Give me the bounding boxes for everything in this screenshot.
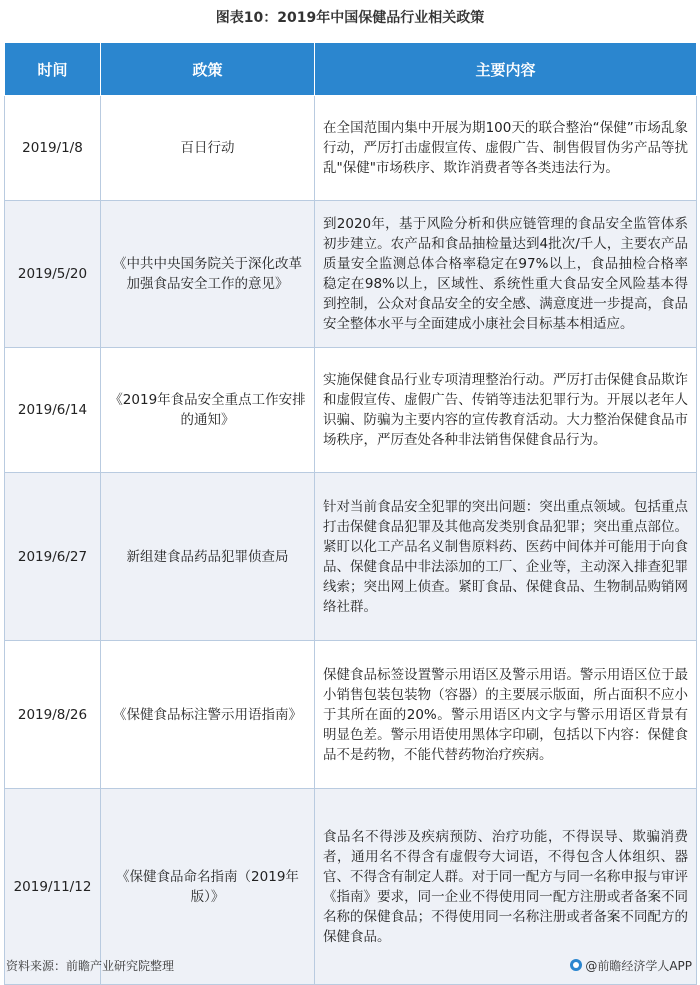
content-cell: 保健食品标签设置警示用语区及警示用语。警示用语区位于最小销售包装包装物（容器）的主要展示版面，所占面积不应小于其所在面的20%。警示用语区内文字与警示用语区背景有明显色差。警示用语使用黑体字印刷，包括以下内容：保健食品不是药物，不能代替药物治疗疾病。 bbox=[315, 641, 697, 789]
header-policy: 政策 bbox=[101, 43, 315, 96]
policy-cell: 《保健食品标注警示用语指南》 bbox=[101, 641, 315, 789]
time-cell: 2019/11/12 bbox=[5, 789, 101, 985]
content-cell: 到2020年，基于风险分析和供应链管理的食品安全监管体系初步建立。农产品和食品抽检量达到4批次/千人，主要农产品质量安全监测总体合格率稳定在97%以上，食品抽检合格率稳定在98%以上，区域性、系统性重大食品安全风险基本得到控制，公众对食品安全的安全感、满意度进一步提高，食品安全整体水平与全面建成小康社会目标基本相适应。 bbox=[315, 201, 697, 348]
table-row bbox=[5, 348, 697, 473]
content-cell: 在全国范围内集中开展为期100天的联合整治“保健”市场乱象行动，严厉打击虚假宣传、虚假广告、制售假冒伪劣产品等扰乱"保健"市场秩序、欺诈消费者等各类违法行为。 bbox=[315, 96, 697, 201]
content-cell: 食品名不得涉及疾病预防、治疗功能，不得误导、欺骗消费者，通用名不得含有虚假夸大词语，不得包含人体组织、器官、不得含有制定人群。对于同一配方与同一名称申报与审评《指南》要求，同一企业不得使用同一配方注册或者备案不同名称的保健食品；不得使用同一名称注册或者备案不同配方的保健食品。 bbox=[315, 789, 697, 985]
header-content: 主要内容 bbox=[315, 43, 697, 96]
policy-cell: 《保健食品命名指南（2019年版）》 bbox=[101, 789, 315, 985]
content-cell: 实施保健食品行业专项清理整治行动。严厉打击保健食品欺诈和虚假宣传、虚假广告、传销等违法犯罪行为。开展以老年人识骗、防骗为主要内容的宣传教育活动。大力整治保健食品市场秩序，严厉查处各种非法销售保健食品行为。 bbox=[315, 348, 697, 473]
content-cell: 针对当前食品安全犯罪的突出问题：突出重点领域。包括重点打击保健食品犯罪及其他高发类别食品犯罪；突出重点部位。紧盯以化工产品名义制售原料药、医药中间体并可能用于向食品、保健食品中非法添加的工厂、企业等，主动深入排查犯罪线索；突出网上侦查。紧盯食品、保健食品、生物制品购销网络社群。 bbox=[315, 473, 697, 641]
time-cell: 2019/8/26 bbox=[5, 641, 101, 789]
policy-table bbox=[4, 42, 697, 985]
footer bbox=[6, 956, 692, 976]
time-cell: 2019/5/20 bbox=[5, 201, 101, 348]
figure-title: 图表10：2019年中国保健品行业相关政策 bbox=[215, 10, 485, 26]
table-row bbox=[5, 473, 697, 641]
brand-credit bbox=[570, 956, 692, 976]
policy-cell: 新组建食品药品犯罪侦查局 bbox=[101, 473, 315, 641]
time-cell: 2019/6/14 bbox=[5, 348, 101, 473]
table-header-row bbox=[5, 43, 697, 96]
time-cell: 2019/6/27 bbox=[5, 473, 101, 641]
policy-cell: 《2019年食品安全重点工作安排的通知》 bbox=[101, 348, 315, 473]
table-row bbox=[5, 201, 697, 348]
brand-text: @前瞻经济学人APP bbox=[585, 959, 692, 973]
source-note: 资料来源：前瞻产业研究院整理 bbox=[6, 959, 175, 973]
table-row bbox=[5, 641, 697, 789]
brand-logo-icon bbox=[570, 959, 582, 971]
policy-cell: 《中共中央国务院关于深化改革加强食品安全工作的意见》 bbox=[101, 201, 315, 348]
header-time: 时间 bbox=[5, 43, 101, 96]
policy-cell: 百日行动 bbox=[101, 96, 315, 201]
time-cell: 2019/1/8 bbox=[5, 96, 101, 201]
table-row bbox=[5, 96, 697, 201]
